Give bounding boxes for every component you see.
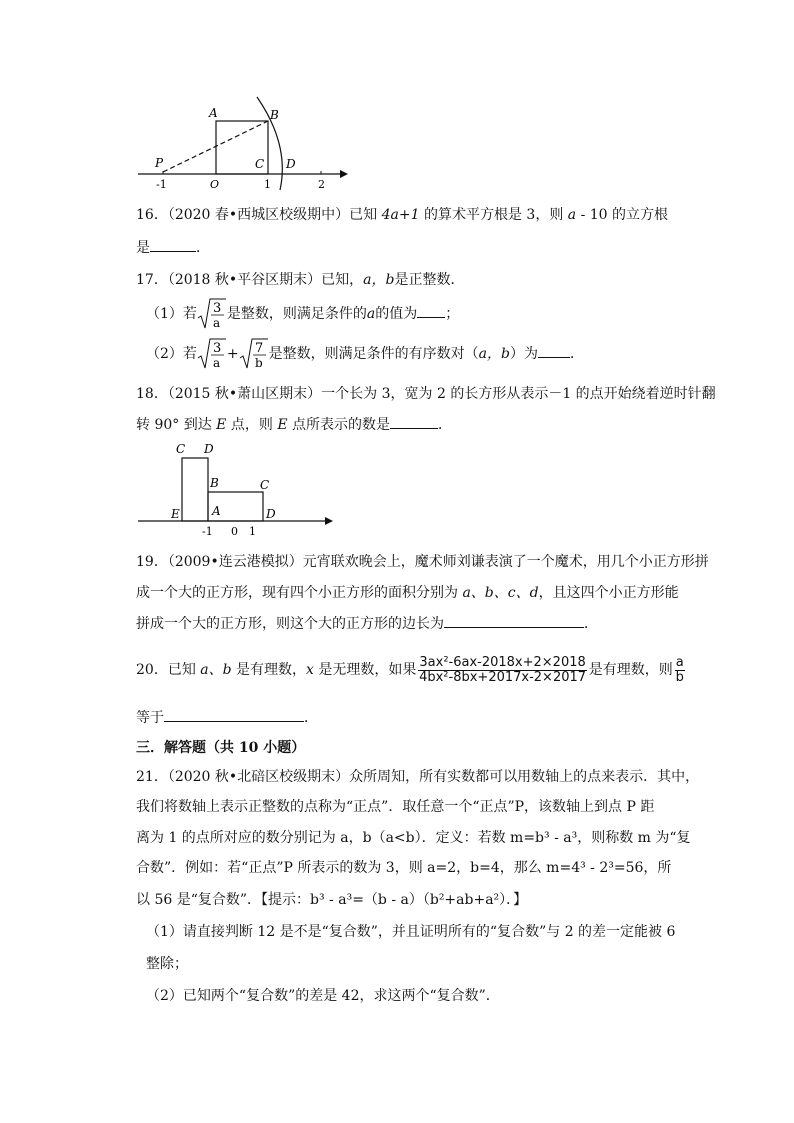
label-B: B [270,108,279,122]
q21-part1a: （1）请直接判断 12 是不是“复合数”，并且证明所有的“复合数”与 2 的差一定能被 6 [146,924,676,940]
q17-part2: （2）若 3 a + 7 b 是整数，则满足条件的有序数对（a，b）为 ． [146,338,584,370]
q17-part1: （1）若 3 a 是整数，则满足条件的a的值为 ； [146,298,459,328]
label-E: E [171,507,180,521]
tick-0: 0 [231,525,238,538]
q16-line1: 16．（2020 春•西城区校级期中）已知 4a+1 的算术平方根是 3，则 a - 10 的立方根 [136,207,669,223]
label-P: P [155,156,164,170]
label-C-top: C [176,442,186,456]
svg-text:7: 7 [254,341,263,356]
q18-line1: 18．（2015 秋•萧山区期末）一个长为 3，宽为 2 的长方形从表示－1 的点开始绕着逆时针翻 [136,386,716,402]
q21-line4: 合数”．例如：若“正点”P 所表示的数为 3，则 a=2，b=4，那么 m=4³ - 2³=56，所 [136,860,672,876]
svg-text:3: 3 [212,341,222,356]
q20-line2: 等于 ． [136,707,318,728]
answer-blank[interactable] [150,237,196,252]
tick-neg1: -1 [202,525,213,538]
q20-fraction: $\frac{\text{3ax²-6ax-2018x+2×2018}}{\text{4bx²-8bx+2017x-2×2017}}$ [419,654,587,685]
svg-text:b: b [254,356,263,370]
q18-line2: 转 90° 到达 E 点，则 E 点所表示的数是 ． [136,414,452,435]
label-A: A [209,106,218,120]
tick-2: 2 [318,178,325,191]
answer-blank[interactable] [444,613,584,628]
tick-neg1: -1 [156,178,167,191]
q21-line5: 以 56 是“复合数”．【提示：b³ - a³=（b - a）（b²+ab+a²）．】 [136,892,528,908]
q16-line2: 是 ． [136,237,210,258]
label-D-top: D [204,442,214,456]
label-D-right: D [266,507,276,521]
figure-number-line-square [130,95,360,195]
q20-line1: 20．已知 a、b 是有理数，x 是无理数，如果 $\frac{\text{3ax²-6ax-2018x+2×2018}}{\text{4bx²-8bx+2017x-2×2017}}$ 是有理数，则 $\frac{a}{b}$ [136,654,684,685]
q21-part2: （2）已知两个“复合数”的差是 42，求这两个“复合数”． [146,988,500,1004]
q21-line1: 21．（2020 秋•北碚区校级期末）众所周知，所有实数都可以用数轴上的点来表示．其中， [136,769,700,785]
tick-1: 1 [249,525,256,538]
label-A: A [212,504,221,518]
sqrt-fraction [197,338,227,370]
label-O: O [210,178,220,191]
q19-line3: 拼成一个大的正方形，则这个大的正方形的边长为 ． [136,613,598,634]
q19-line1: 19．（2009•连云港模拟）元宵联欢晚会上，魔术师刘谦表演了一个魔术，用几个小正方形拼 [136,554,709,570]
tick-1: 1 [264,178,271,191]
answer-blank[interactable] [538,343,570,358]
svg-text:a: a [212,356,221,370]
label-C-right: C [260,478,270,492]
q17-stem: 17．（2018 秋•平谷区期末）已知，a，b是正整数． [136,272,465,288]
label-B: B [210,476,219,490]
q21-part1b: 整除； [146,956,188,972]
label-D: D [286,157,296,171]
answer-blank[interactable] [390,414,438,429]
sqrt-fraction [239,338,269,370]
svg-text:3: 3 [212,301,222,316]
q21-line2: 我们将数轴上表示正整数的点称为“正点”．取任意一个“正点”P，该数轴上到点 P 距 [136,799,655,815]
sqrt-fraction [197,298,227,330]
section-title: 三．解答题（共 10 小题） [136,740,306,756]
answer-blank[interactable] [164,707,304,722]
q21-line3: 离为 1 的点所对应的数分别记为 a，b（a<b）．定义：若数 m=b³ - a³，则称数 m 为“复 [136,830,691,846]
q19-line2: 成一个大的正方形，现有四个小正方形的面积分别为 a、b、c、d，且这四个小正方形能 [136,585,679,601]
answer-blank[interactable] [417,303,445,318]
a-over-b-fraction: $\frac{a}{b}$ [675,654,684,685]
label-C: C [255,157,265,171]
svg-text:a: a [212,316,221,330]
figure-rectangle-rotation [132,438,342,540]
